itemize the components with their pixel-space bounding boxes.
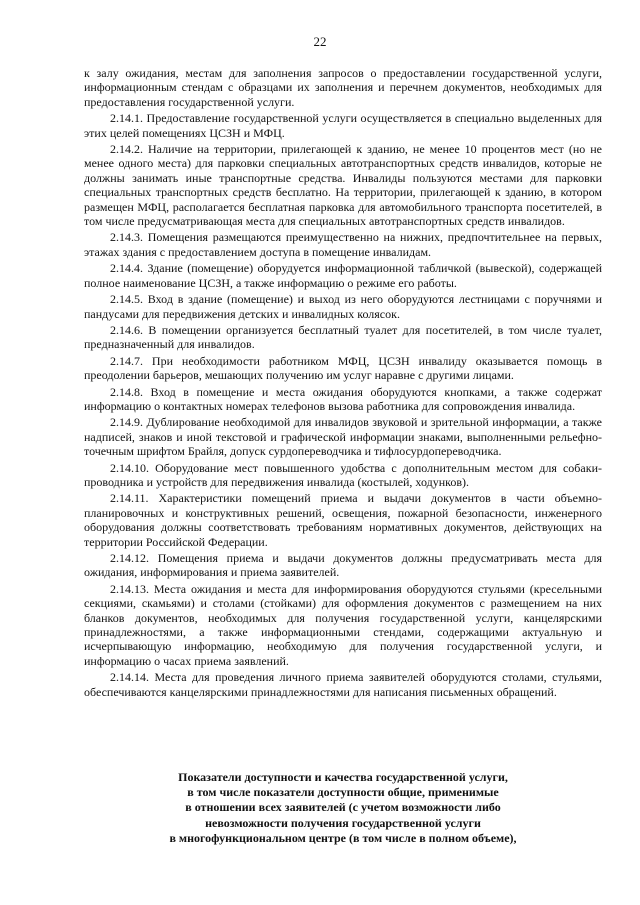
paragraph-2-14-7: 2.14.7. При необходимости работником МФЦ, ЦСЗН инвалиду оказывается помощь в преодолении барьеров, мешающих получению им услуг наравне с другими лицами. — [84, 353, 602, 383]
paragraph-2-14-11: 2.14.11. Характеристики помещений приема и выдачи документов в части объемно-планировочных и конструктивных решений, освещения, пожарной безопасности, инженерного оборудования должны соответствовать требованиям нормативных документов, действующих на территории Российской Федерации. — [84, 491, 602, 549]
section-heading — [84, 770, 602, 846]
paragraph-2-14-6: 2.14.6. В помещении организуется бесплатный туалет для посетителей, в том числе туалет, предназначенный для инвалидов. — [84, 322, 602, 352]
paragraph-2-14-14: 2.14.14. Места для проведения личного приема заявителей оборудуются столами, стульями, обеспечиваются канцелярскими принадлежностями для написания письменных обращений. — [84, 670, 602, 699]
heading-line: в отношении всех заявителей (с учетом возможности либо — [185, 800, 501, 815]
paragraph-continuation: к залу ожидания, местам для заполнения запросов о предоставлении государственной услуги, информационным стендам с образцами их заполнения и перечнем документов, необходимых для предоставления государственной услуги. — [84, 66, 602, 109]
paragraph-2-14-4: 2.14.4. Здание (помещение) оборудуется информационной табличкой (вывеской), содержащей полное наименование ЦСЗН, а также информацию о режиме его работы. — [84, 261, 602, 290]
heading-line: в том числе показатели доступности общие, применимые — [187, 785, 499, 800]
paragraph-2-14-1: 2.14.1. Предоставление государственной услуги осуществляется в специально выделенных для этих целей помещениях ЦСЗН и МФЦ. — [84, 111, 602, 140]
paragraph-2-14-9: 2.14.9. Дублирование необходимой для инвалидов звуковой и зрительной информации, а также надписей, знаков и иной текстовой и графической информации знаками, выполненными рельефно-точечным шрифтом Брайля, допуск сурдопереводчика и тифлосурдопереводчика. — [84, 415, 602, 459]
page-number: 22 — [313, 34, 327, 49]
heading-line: в многофункциональном центре (в том числе в полном объеме), — [169, 830, 517, 845]
paragraph-2-14-3: 2.14.3. Помещения размещаются преимущественно на нижних, предпочтительнее на первых, этажах здания с предоставлением доступа в помещение инвалидам. — [84, 230, 602, 259]
paragraph-2-14-10: 2.14.10. Оборудование мест повышенного удобства с дополнительным местом для собаки-проводника и устройств для передвижения инвалида (костылей, ходунков). — [84, 460, 602, 489]
paragraph-2-14-2: 2.14.2. Наличие на территории, прилегающей к зданию, не менее 10 процентов мест (но не менее одного места) для парковки специальных автотранспортных средств инвалидов, которые не должны занимать иные транспортные средства. Инвалиды пользуются местами для парковки специальных транспортных средств бесплатно. На территории, прилегающей к зданию, в котором размещен МФЦ, располагается бесплатная парковка для автомобильного транспорта посетителей, в том числе предусматривающая места для специальных автотранспортных средств инвалидов. — [84, 142, 602, 229]
heading-line: невозможности получения государственной услуги — [205, 815, 481, 830]
paragraph-2-14-5: 2.14.5. Вход в здание (помещение) и выход из него оборудуются лестницами с поручнями и пандусами для передвижения детских и инвалидных колясок. — [84, 292, 602, 321]
paragraph-2-14-12: 2.14.12. Помещения приема и выдачи документов должны предусматривать места для ожидания, информирования и приема заявителей. — [84, 551, 602, 580]
document-body — [84, 66, 602, 701]
paragraph-2-14-13: 2.14.13. Места ожидания и места для информирования оборудуются стульями (кресельными секциями, скамьями) и столами (стойками) для оформления документов с размещением на них бланков документов, необходимых для получения государственной услуги, канцелярскими принадлежностями, а также информационными стендами, содержащими актуальную и исчерпывающую информацию, необходимую для получения государственной услуги, и информацию о часах приема заявлений. — [84, 581, 602, 668]
heading-line: Показатели доступности и качества государственной услуги, — [178, 770, 508, 784]
paragraph-2-14-8: 2.14.8. Вход в помещение и места ожидания оборудуются кнопками, а также содержат информацию о контактных номерах телефонов вызова работника для сопровождения инвалида. — [84, 384, 602, 413]
